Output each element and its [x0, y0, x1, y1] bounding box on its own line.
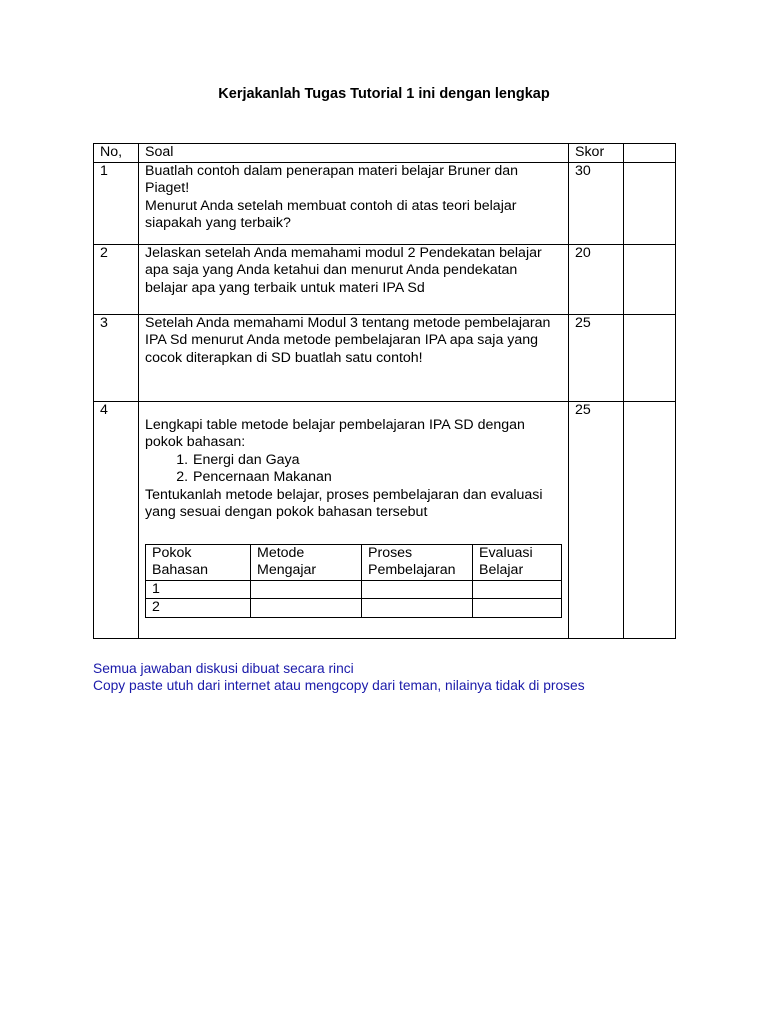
- blank-cell: [624, 314, 676, 401]
- row-number: 3: [94, 314, 139, 401]
- row-number: 2: [94, 244, 139, 314]
- question-instruction: Tentukanlah metode belajar, proses pembelajaran dan evaluasi yang sesuai dengan pokok bahasan tersebut: [145, 486, 543, 520]
- score-cell: 20: [569, 244, 624, 314]
- score-cell: 25: [569, 314, 624, 401]
- topic-list: [145, 452, 562, 487]
- header-no: No,: [94, 144, 139, 163]
- question-intro: Lengkapi table metode belajar pembelajaran IPA SD dengan pokok bahasan:: [145, 416, 525, 450]
- table-row: [94, 314, 676, 401]
- topic-item: 1. Energi dan Gaya: [192, 452, 562, 470]
- row-number: 4: [94, 401, 139, 638]
- score-cell: 25: [569, 401, 624, 638]
- subtable-header-line: Pokok: [152, 544, 192, 561]
- table-row: [94, 162, 676, 244]
- question-text: [139, 314, 569, 401]
- subtable-header: [146, 544, 251, 580]
- subtable-header-line: Evaluasi: [479, 544, 533, 561]
- notes: [93, 660, 585, 694]
- row-number: 1: [94, 162, 139, 244]
- subtable-header-line: Belajar: [479, 562, 524, 578]
- subtable-cell: [473, 580, 562, 599]
- header-soal: Soal: [139, 144, 569, 163]
- subtable-header-line: Pembelajaran: [368, 562, 456, 578]
- table-row: [94, 401, 676, 638]
- header-skor: Skor: [569, 144, 624, 163]
- subtable-row-number: 2: [146, 599, 251, 618]
- blank-cell: [624, 162, 676, 244]
- question-line: Menurut Anda setelah membuat contoh di atas teori belajar siapakah yang terbaik?: [145, 197, 517, 231]
- header-blank: [624, 144, 676, 163]
- subtable-header-line: Bahasan: [152, 562, 209, 578]
- subtable-header-line: Metode: [257, 544, 305, 561]
- question-line: Buatlah contoh dalam penerapan materi belajar Bruner dan Piaget!: [145, 162, 519, 196]
- subtable-row: [146, 599, 562, 618]
- subtable-row-number: 1: [146, 580, 251, 599]
- assignment-table: [93, 143, 676, 639]
- topic-item: 2. Pencernaan Makanan: [192, 469, 562, 487]
- subtable-cell: [251, 580, 362, 599]
- blank-cell: [624, 244, 676, 314]
- table-row: [94, 244, 676, 314]
- subtable-row: [146, 580, 562, 599]
- subtable-header-row: [146, 544, 562, 580]
- method-subtable: [145, 544, 562, 618]
- page-title: Kerjakanlah Tugas Tutorial 1 ini dengan lengkap: [218, 86, 550, 102]
- subtable-header: [473, 544, 562, 580]
- note-line: Semua jawaban diskusi dibuat secara rinci: [93, 661, 354, 676]
- subtable-cell: [473, 599, 562, 618]
- subtable-header: [251, 544, 362, 580]
- subtable-header: [362, 544, 473, 580]
- question-line: Setelah Anda memahami Modul 3 tentang metode pembelajaran IPA Sd menurut Anda metode pembelajaran IPA apa saja yang cocok diterapkan di SD buatlah satu contoh!: [145, 314, 551, 366]
- subtable-cell: [362, 580, 473, 599]
- subtable-cell: [362, 599, 473, 618]
- question-text: [139, 244, 569, 314]
- note-line: Copy paste utuh dari internet atau mengcopy dari teman, nilainya tidak di proses: [93, 678, 585, 693]
- question-line: Jelaskan setelah Anda memahami modul 2 Pendekatan belajar apa saja yang Anda ketahui dan menurut Anda pendekatan belajar apa yang terbaik untuk materi IPA Sd: [145, 244, 542, 296]
- subtable-header-line: Mengajar: [257, 562, 317, 578]
- subtable-header-line: Proses: [368, 544, 413, 561]
- question-text: [139, 401, 569, 638]
- blank-cell: [624, 401, 676, 638]
- question-text: [139, 162, 569, 244]
- score-cell: 30: [569, 162, 624, 244]
- subtable-cell: [251, 599, 362, 618]
- table-header-row: [94, 144, 676, 163]
